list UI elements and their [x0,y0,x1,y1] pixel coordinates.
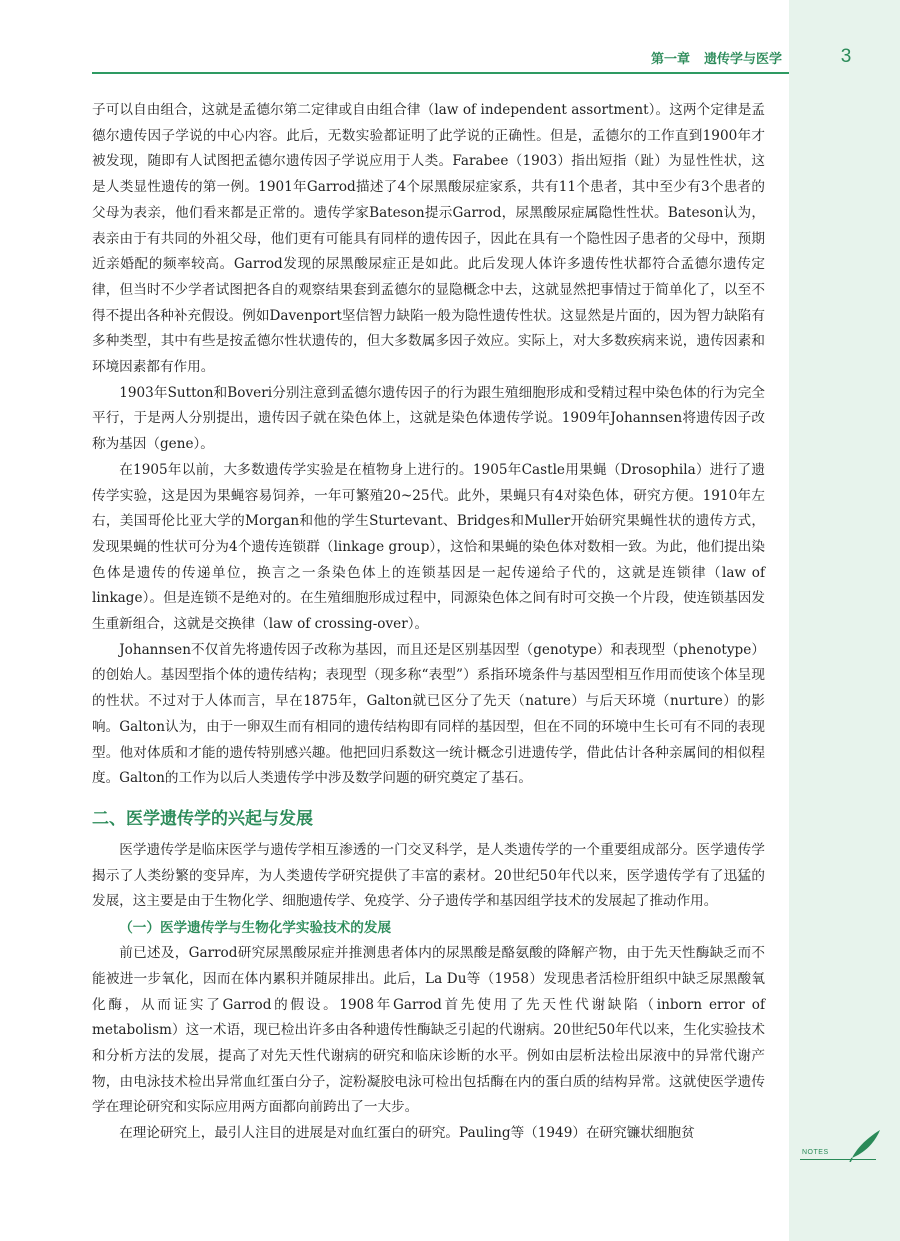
paragraph: 在1905年以前，大多数遗传学实验是在植物身上进行的。1905年Castle用果蝇（Drosophila）进行了遗传学实验，这是因为果蝇容易饲养，一年可繁殖20~25代。此外，果蝇只有4对染色体，研究方便。1910年左右，美国哥伦比亚大学的Morgan和他的学生Sturtevant、Bridges和Muller开始研究果蝇性状的遗传方式，发现果蝇的性状可分为4个遗传连锁群（linkage group），这恰和果蝇的染色体对数相一致。为此，他们提出染色体是遗传的传递单位，换言之一条染色体上的连锁基因是一起传递给子代的，这就是连锁律（law of linkage）。但是连锁不是绝对的。在生殖细胞形成过程中，同源染色体之间有时可交换一个片段，使连锁基因发生重新组合，这就是交换律（law of crossing-over）。 [92,461,765,633]
section-heading: 二、医学遗传学的兴起与发展 [92,808,313,829]
paragraph: 医学遗传学是临床医学与遗传学相互渗透的一门交叉科学，是人类遗传学的一个重要组成部分。医学遗传学揭示了人类纷繁的变异库，为人类遗传学研究提供了丰富的素材。20世纪50年代以来，医学遗传学有了迅猛的发展，这主要是由于生物化学、细胞遗传学、免疫学、分子遗传学和基因组学技术的发展起了推动作用。 [92,841,765,910]
chapter-title: 遗传学与医学 [703,51,782,66]
pen-icon [846,1128,886,1162]
page-number: 3 [840,46,852,67]
page-body [92,98,765,1147]
subsection-heading: （一）医学遗传学与生物化学实验技术的发展 [119,920,392,936]
notes-label: NOTES [802,1149,829,1156]
notes-marker [800,1128,890,1168]
paragraph: 前已述及，Garrod研究尿黑酸尿症并推测患者体内的尿黑酸是酪氨酸的降解产物，由于先天性酶缺乏而不能被进一步氧化，因而在体内累积并随尿排出。此后，La Du等（1958）发现患者活检肝组织中缺乏尿黑酸氧化酶，从而证实了Garrod的假设。1908年Garrod首先使用了先天性代谢缺陷（inborn error of metabolism）这一术语，现已检出许多由各种遗传性酶缺乏引起的代谢病。20世纪50年代以来，生化实验技术和分析方法的发展，提高了对先天性代谢病的研究和临床诊断的水平。例如由层析法检出尿液中的异常代谢产物，由电泳技术检出异常血红蛋白分子，淀粉凝胶电泳可检出包括酶在内的蛋白质的结构异常。这就使医学遗传学在理论研究和实际应用两方面都向前跨出了一大步。 [92,945,765,1116]
notes-margin [789,0,900,1241]
paragraph: 子可以自由组合，这就是孟德尔第二定律或自由组合律（law of independent assortment）。这两个定律是孟德尔遗传因子学说的中心内容。此后，无数实验都证明了此学说的正确性。但是，孟德尔的工作直到1900年才被发现，随即有人试图把孟德尔遗传因子学说应用于人类。Farabee（1903）指出短指（趾）为显性性状，这是人类显性遗传的第一例。1901年Garrod描述了4个尿黑酸尿症家系，共有11个患者，其中至少有3个患者的父母为表亲，他们看来都是正常的。遗传学家Bateson提示Garrod，尿黑酸尿症属隐性性状。Bateson认为，表亲由于有共同的外祖父母，他们更有可能具有同样的遗传因子，因此在具有一个隐性因子患者的父母中，预期近亲婚配的频率较高。Garrod发现的尿黑酸尿症正是如此。此后发现人体许多遗传性状都符合孟德尔遗传定律，但当时不少学者试图把各自的观察结果套到孟德尔的显隐概念中去，这就显然把事情过于简单化了，以至不得不提出各种补充假设。例如Davenport坚信智力缺陷一般为隐性遗传性状。这显然是片面的，因为智力缺陷有多种类型，其中有些是按孟德尔性状遗传的，但大多数属多因子效应。实际上，对大多数疾病来说，遗传因素和环境因素都有作用。 [92,102,765,376]
paragraph: 在理论研究上，最引人注目的进展是对血红蛋白的研究。Pauling等（1949）在研究镰状细胞贫 [119,1125,695,1142]
paragraph: 1903年Sutton和Boveri分别注意到孟德尔遗传因子的行为跟生殖细胞形成和受精过程中染色体的行为完全平行，于是两人分别提出，遗传因子就在染色体上，这就是染色体遗传学说。1909年Johannsen将遗传因子改称为基因（gene）。 [92,384,765,453]
running-header [92,48,782,72]
header-rule [92,72,789,74]
chapter-label: 第一章 [650,51,690,66]
paragraph: Johannsen不仅首先将遗传因子改称为基因，而且还是区别基因型（genotype）和表现型（phenotype）的创始人。基因型指个体的遗传结构；表现型（现多称“表型”）系指环境条件与基因型相互作用而使该个体呈现的性状。不过对于人体而言，早在1875年，Galton就已区分了先天（nature）与后天环境（nurture）的影响。Galton认为，由于一卵双生而有相同的遗传结构即有同样的基因型，但在不同的环境中生长可有不同的表现型。他对体质和才能的遗传特别感兴趣。他把回归系数这一统计概念引进遗传学，借此估计各种亲属间的相似程度。Galton的工作为以后人类遗传学中涉及数学问题的研究奠定了基石。 [92,641,765,787]
